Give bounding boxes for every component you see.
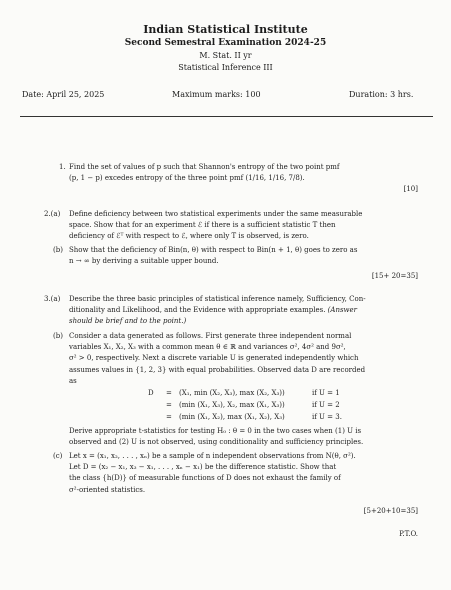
equation-condition: if U = 1 [312, 389, 340, 397]
q3c-line: Let x = (x₁, x₂, . . . , xₙ) be a sample of n independent observations from N(θ, σ²). [69, 452, 356, 460]
q3c-line: Let D = (x₂ − x₁, x₃ − x₁, . . . , xₙ − x₁) be the difference statistic. Show that [69, 463, 337, 472]
max-marks: Maximum marks: 100 [172, 90, 261, 99]
q3c-line: σ²-oriented statistics. [69, 485, 146, 494]
exam-title: Second Semestral Examination 2024-25 [124, 38, 327, 48]
q3a-note-italic: should be brief and to the point.) [69, 317, 187, 326]
q1-number: 1. [59, 163, 66, 171]
equation-condition: if U = 3. [312, 413, 342, 421]
q3c-number: (c) [53, 452, 63, 460]
q3c-line: the class {h(D)} of measurable functions of D does not exhaust the family of [69, 474, 341, 483]
q3b-line: σ² > 0, respectively. Next a discrete variable U is generated independently which [69, 354, 359, 363]
equation-sign: = [166, 401, 172, 409]
q3-marks: [5+20+10=35] [363, 507, 418, 515]
q2-marks: [15+ 20=35] [371, 272, 418, 280]
equation-condition: if U = 2 [312, 401, 340, 409]
q3a-line: Describe the three basic principles of statistical inference namely, Sufficiency, Con- [69, 295, 366, 303]
equation-expression: (X₁, min (X₂, X₃), max (X₂, X₃)) [179, 389, 285, 397]
q2b-number: (b) [53, 246, 63, 254]
q2b-line: Show that the deficiency of Bin(n, θ) with respect to Bin(n + 1, θ) goes to zero as [69, 246, 358, 254]
q3a-text [69, 294, 366, 328]
q1-marks: [10] [403, 185, 418, 193]
q2a-line: Define deficiency between two statistical experiments under the same measurable [69, 210, 363, 218]
q1-line: (p, 1 − p) excedes entropy of the three point pmf (1/16, 1/16, 7/8). [69, 174, 305, 183]
q3c-text [69, 451, 356, 496]
q3a-number: 3.(a) [44, 295, 61, 303]
q2b-line: n → ∞ by deriving a suitable upper bound. [69, 257, 219, 266]
q2a-number: 2.(a) [44, 210, 61, 218]
q3b-line: observed and (2) U is not observed, using conditionality and sufficiency principles. [69, 438, 364, 447]
q3b-text-continued [69, 426, 363, 448]
equation-lhs: D [148, 389, 154, 397]
q3a-line-text: ditionality and Likelihood, and the Evidence with appropriate examples. [69, 306, 326, 315]
equation-sign: = [166, 389, 172, 397]
equation-expression: (min (X₁, X₃), X₂, max (X₁, X₃)) [179, 401, 285, 409]
q3b-text [69, 331, 365, 387]
exam-duration: Duration: 3 hrs. [349, 90, 414, 99]
equation-sign: = [166, 413, 172, 421]
pto-note: P.T.O. [399, 530, 418, 538]
q2a-line: deficiency of ℰᵀ with respect to ℰ, where only T is observed, is zero. [69, 232, 309, 241]
q1-text [69, 162, 339, 184]
q2a-line: space. Show that for an experiment ℰ if there is a sufficient statistic T then [69, 221, 336, 230]
equation-expression: (min (X₁, X₂), max (X₁, X₂), X₃) [179, 413, 285, 421]
q3b-line: variables X₁, X₂, X₃ with a common mean θ ∈ ℝ and variances σ², 4σ² and 9σ², [69, 343, 346, 352]
q3b-line: as [69, 376, 77, 385]
course-name: M. Stat. II yr [199, 51, 252, 60]
exam-date: Date: April 25, 2025 [22, 90, 105, 99]
q1-line: Find the set of values of p such that Shannon's entropy of the two point pmf [69, 163, 340, 171]
q3a-note-italic: (Answer [327, 306, 358, 315]
header-divider [20, 116, 433, 117]
q3b-line: Derive appropriate t-statistics for testing H₀ : θ = 0 in the two cases when (1) U is [69, 427, 362, 435]
subject-name: Statistical Inference III [178, 63, 273, 72]
q3b-line: assumes values in {1, 2, 3} with equal probabilities. Observed data D are recorded [69, 365, 366, 374]
institute-title: Indian Statistical Institute [143, 23, 308, 36]
q2b-text [69, 245, 357, 267]
q3a-line [69, 305, 366, 316]
q3b-number: (b) [53, 332, 63, 340]
q2a-text [69, 209, 362, 243]
q3b-line: Consider a data generated as follows. First generate three independent normal [69, 332, 352, 340]
